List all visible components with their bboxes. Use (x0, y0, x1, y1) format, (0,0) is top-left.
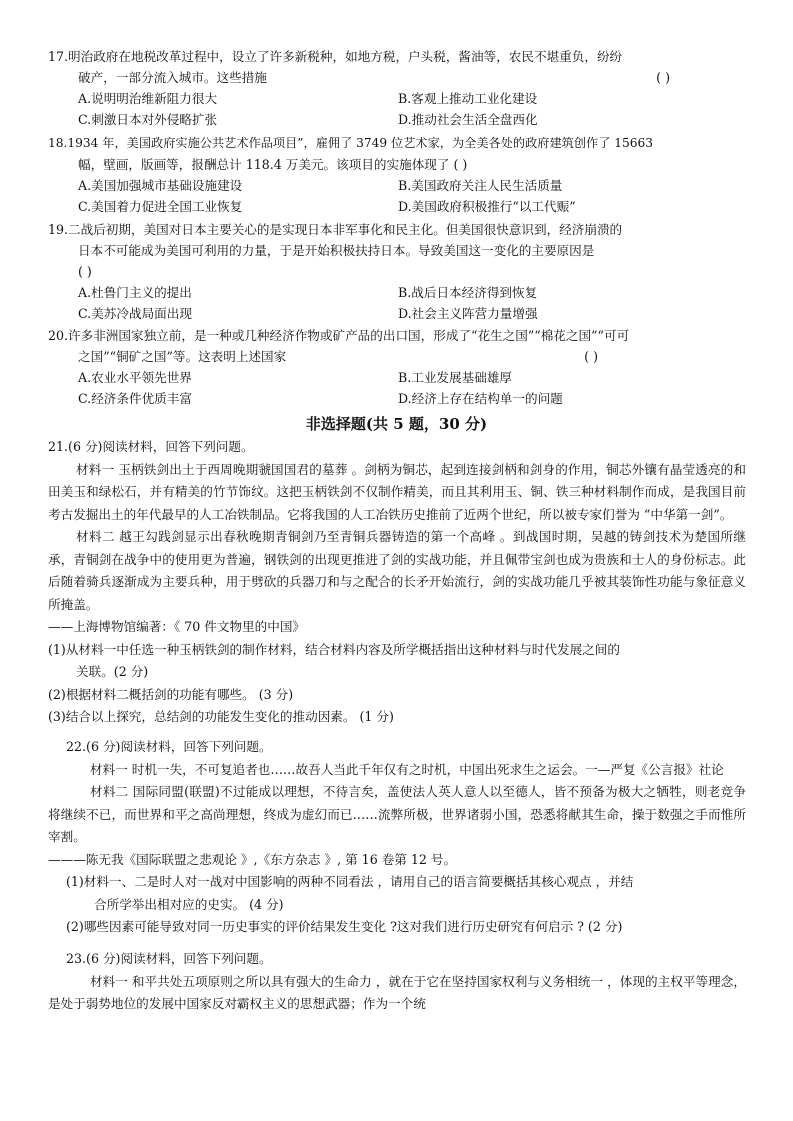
question-text: 19.二战后初期，美国对日本主要关心的是实现日本非军事化和民主化。但美国很快意识到，经济崩溃的 (48, 222, 623, 237)
option-a: A.说明明治维新阻力很大 (78, 91, 218, 106)
answer-bracket: ( ) (78, 264, 92, 279)
question-22 (48, 736, 746, 939)
sub-question-2: (2)根据材料二概括剑的功能有哪些。 (3 分) (48, 686, 294, 702)
option-c: C.美苏冷战局面出现 (78, 306, 192, 321)
option-b: B.客观上推动工业化建设 (398, 91, 538, 106)
option-c: C.美国着力促进全国工业恢复 (78, 199, 243, 214)
options (48, 88, 748, 130)
option-b: B.战后日本经济得到恢复 (398, 285, 538, 300)
question-text: 日本不可能成为美国可利用的力量，于是开始积极扶持日本。导致美国这一变化的主要原因是 (78, 243, 595, 258)
sub-question-1: (1)材料一、二是时人对一战对中国影响的两种不同看法 ，请用自己的语言简要概括其核心观点 ，并结 (66, 874, 634, 889)
question-heading: 22.(6 分)阅读材料，回答下列问题。 (66, 739, 272, 754)
sub-question-1: (1)从材料一中任选一种玉柄铁剑的制作材料，结合材料内容及所学概括指出这种材料与时代发展之间的 (48, 641, 620, 657)
option-c: C.经济条件优质丰富 (78, 391, 192, 406)
source-citation: ——上海博物馆编著：《 70 件文物里的中国》 (48, 619, 306, 634)
question-21 (48, 436, 746, 729)
question-text: 18.1934 年，美国政府实施公共艺术作品项目”，雇佣了 3749 位艺术家，为全美各处的政府建筑创作了 15663 (48, 136, 654, 150)
material-one: 材料一 时机一失，不可复追者也……故吾人当此千年仅有之时机，中国出死求生之运会。一—严复《公言报》社论 (90, 761, 724, 777)
material-two: 材料二 越王勾践剑显示出春秋晚期青铜剑乃至青铜兵器铸造的第一个高峰 。到战国时期，吴越的铸剑技术为楚国所继承，青铜剑在战争中的使用更为普遍，钢铁剑的出现更推进了剑的实战功能，并且佩带宝剑也成为贵族和士人的身份标志。此后随着骑兵逐渐成为主要兵种，用于劈砍的兵器刀和与之配合的长矛开始流行，剑的实战功能几乎被其装饰性功能与象征意义所掩盖。 (48, 529, 746, 612)
option-b: B.美国政府关注人民生活质量 (398, 178, 563, 193)
answer-bracket: ( ) (656, 70, 670, 85)
sub-question-1-cont: 关联。(2 分) (76, 664, 149, 679)
question-text: 17.明治政府在地税改革过程中，设立了许多新税种，如地方税，户头税，酱油等，农民不堪重负，纷纷 (48, 49, 623, 64)
question-18 (48, 133, 748, 217)
option-c: C.刺激日本对外侵略扩张 (78, 112, 218, 127)
option-b: B.工业发展基础雄厚 (398, 370, 513, 385)
sub-question-3: (3)结合以上探究，总结剑的功能发生变化的推动因素。 (1 分) (48, 709, 394, 724)
material-one: 材料一 和平共处五项原则之所以具有强大的生命力 ，就在于它在坚持国家权利与义务相统一 ，体现的主权平等理念，是处于弱势地位的发展中国家反对霸权主义的思想武器；作为一个统 (48, 973, 746, 1011)
option-d: D.美国政府积极推行“以工代赈” (398, 199, 576, 214)
option-d: D.社会主义阵营力量增强 (398, 306, 538, 321)
sub-question-1-cont: 合所学举出相对应的史实。 (4 分) (94, 896, 284, 912)
question-text: 幅，壁画，版画等，报酬总计 118.4 万美元。该项目的实施体现了 ( ) (78, 157, 468, 172)
material-two: 材料二 国际同盟(联盟)不过能成以理想，不待言矣，盖使法人英人意人以至德人，皆不预备为极大之牺牲，则老竞争将继续不已，而世界和平之高尚理想，终成为虚幻而已……流弊所极，世界诸弱小国，恐悉将献其生命，操于数强之手而惟所宰割。 (48, 784, 746, 844)
option-a: A.美国加强城市基础设施建设 (78, 178, 243, 193)
options (48, 175, 748, 217)
question-heading: 23.(6 分)阅读材料，回答下列问题。 (66, 951, 272, 966)
question-20 (48, 325, 748, 409)
question-17 (48, 46, 748, 130)
options (48, 367, 748, 409)
answer-bracket: ( ) (584, 349, 598, 364)
option-a: A.农业水平领先世界 (78, 370, 192, 385)
option-a: A.杜鲁门主义的提出 (78, 285, 192, 300)
option-d: D.推动社会生活全盘西化 (398, 112, 538, 127)
sub-question-2: (2)哪些因素可能导致对同一历史事实的评价结果发生变化 ?这对我们进行历史研究有何启示 ? (2 分) (66, 919, 623, 934)
question-23 (48, 948, 746, 1016)
question-19 (48, 219, 748, 324)
question-text: 之国”“铜矿之国”等。这表明上述国家 (78, 349, 287, 364)
option-d: D.经济上存在结构单一的问题 (398, 391, 563, 406)
section-title: 非选择题(共 5 题，30 分) (305, 415, 488, 433)
question-text: 破产，一部分流入城市。这些措施 (78, 70, 267, 85)
source-citation: ———陈无我《国际联盟之悲观论 》,《东方杂志 》, 第 16 卷第 12 号。 (48, 851, 457, 867)
options (48, 282, 748, 324)
question-text: 20.许多非洲国家独立前，是一种或几种经济作物或矿产品的出口国，形成了“花生之国”“棉花之国”“可可 (48, 328, 630, 343)
material-one: 材料一 玉柄铁剑出土于西周晚期虢国国君的墓葬 。剑柄为铜芯，起到连接剑柄和剑身的作用，铜芯外镶有晶莹透亮的和田美玉和绿松石，并有精美的竹节饰纹。这把玉柄铁剑不仅制作精美，而且其利用玉、铜、铁三种材料制作而成，是我国目前考古发掘出土的年代最早的人工冶铁制品。它将我国的人工冶铁历史推前了近两个世纪，所以被专家们誉为 “中华第一剑”。 (48, 461, 746, 522)
question-heading: 21.(6 分)阅读材料，回答下列问题。 (48, 439, 254, 454)
